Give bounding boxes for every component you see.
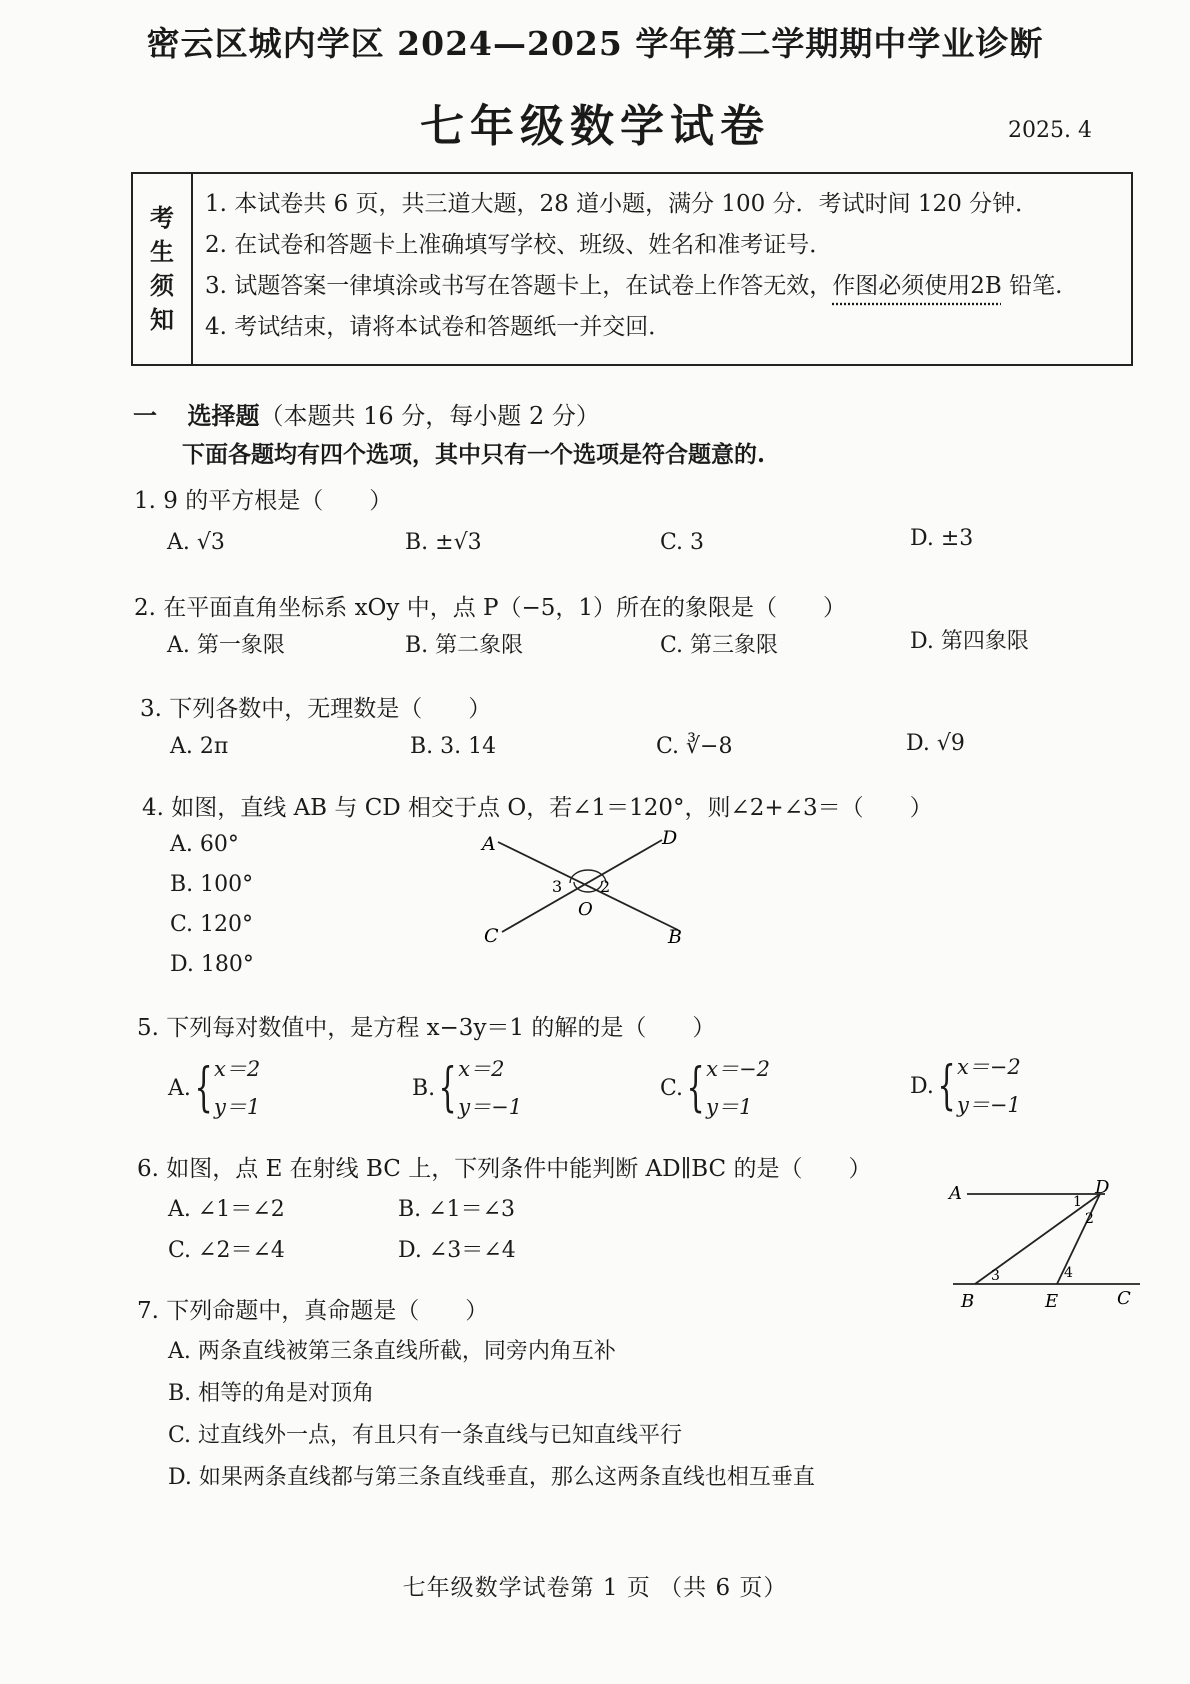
- angle-3-label: 3: [991, 1268, 1000, 1284]
- notice-item: 4. 考试结束，请将本试卷和答题纸一并交回．: [205, 314, 672, 340]
- equation-system: [706, 1050, 770, 1126]
- notice-list: [193, 174, 1062, 364]
- notice-item: 1. 本试卷共 6 页，共三道大题，28 道小题，满分 100 分．考试时间 120 分钟．: [205, 191, 1039, 217]
- notice-item-text: 铅笔.: [1009, 273, 1063, 299]
- option-letter: D.: [910, 1073, 934, 1099]
- question-1-option-a: A. √3: [167, 530, 225, 555]
- question-5-stem: 5. 下列每对数值中，是方程 x−3y＝1 的解的是（ ）: [137, 1015, 716, 1041]
- point-d-label: D: [662, 827, 678, 849]
- brace-icon: {: [194, 1058, 213, 1118]
- notice-label-char: 须: [150, 271, 174, 300]
- point-c-label: C: [484, 925, 499, 947]
- notice-label-char: 考: [150, 203, 174, 232]
- exam-school-line: 密云区城内学区 2024—2025 学年第二学期期中学业诊断: [146, 24, 1044, 63]
- angle-4-label: 4: [1064, 1265, 1073, 1281]
- question-4-option-a: A. 60°: [170, 832, 239, 857]
- equation-system: [957, 1048, 1021, 1124]
- question-3-stem: 3. 下列各数中，无理数是（ ）: [140, 696, 492, 722]
- question-6-option-c: C. ∠2＝∠4: [168, 1238, 285, 1263]
- y-value: y＝1: [213, 1095, 261, 1119]
- notice-emphasis: 作图必须使用2B: [832, 273, 1002, 299]
- y-value: y＝−1: [956, 1093, 1021, 1117]
- section-number: 一: [133, 401, 157, 430]
- point-b-label: B: [668, 926, 682, 948]
- question-4-option-b: B. 100°: [170, 872, 254, 897]
- point-d-label: D: [1095, 1177, 1110, 1198]
- question-2-option-d: D. 第四象限: [910, 629, 1029, 654]
- question-1-option-b: B. ±√3: [405, 530, 482, 555]
- angle-3-label: 3: [552, 877, 563, 896]
- brace-icon: {: [438, 1058, 457, 1118]
- question-3-option-d: D. √9: [906, 731, 965, 756]
- notice-item: [205, 266, 1062, 307]
- candidate-notice-box: [131, 172, 1133, 366]
- question-6-option-a: A. ∠1＝∠2: [168, 1197, 285, 1222]
- question-6-figure: [945, 1176, 1150, 1312]
- question-4-stem: 4. 如图，直线 AB 与 CD 相交于点 O，若∠1＝120°，则∠2+∠3＝（ ）: [142, 795, 933, 821]
- equation-system: [214, 1050, 260, 1126]
- notice-item-text: 3. 试题答案一律填涂或书写在答题卡上，在试卷上作答无效，: [205, 273, 833, 299]
- point-a-label: A: [949, 1183, 962, 1204]
- point-o-label: O: [578, 899, 593, 920]
- question-4-figure: [470, 820, 700, 950]
- notice-item: 2. 在试卷和答题卡上准确填写学校、班级、姓名和准考证号．: [205, 232, 833, 258]
- question-1-option-d: D. ±3: [910, 526, 974, 551]
- question-7-stem: 7. 下列命题中，真命题是（ ）: [137, 1298, 489, 1324]
- exam-date: 2025. 4: [1008, 118, 1092, 143]
- x-value: x＝2: [213, 1057, 261, 1081]
- question-6-stem: 6. 如图，点 E 在射线 BC 上，下列条件中能判断 AD∥BC 的是（ ）: [137, 1156, 872, 1182]
- question-3-option-b: B. 3. 14: [410, 734, 497, 759]
- y-value: y＝1: [706, 1095, 753, 1119]
- section-note: （本题共 16 分，每小题 2 分）: [259, 402, 600, 430]
- question-4-option-c: C. 120°: [170, 912, 254, 937]
- question-7-option-a: A. 两条直线被第三条直线所截，同旁内角互补: [168, 1339, 616, 1364]
- page-title: 七年级数学试卷: [420, 101, 770, 152]
- question-5-option-c: [660, 1050, 770, 1126]
- question-5-option-b: [412, 1050, 522, 1126]
- section-instruction: 下面各题均有四个选项，其中只有一个选项是符合题意的.: [182, 441, 766, 468]
- point-e-label: E: [1045, 1291, 1059, 1312]
- question-3-option-c: C. ∛−8: [656, 734, 733, 759]
- section-heading: [133, 396, 600, 431]
- x-value: x＝−2: [706, 1057, 770, 1081]
- question-7-option-c: C. 过直线外一点，有且只有一条直线与已知直线平行: [168, 1423, 683, 1448]
- y-value: y＝−1: [458, 1095, 523, 1119]
- question-6-option-b: B. ∠1＝∠3: [398, 1197, 516, 1222]
- x-value: x＝2: [458, 1057, 505, 1081]
- question-7-option-d: D. 如果两条直线都与第三条直线垂直，那么这两条直线也相互垂直: [168, 1465, 815, 1490]
- question-3-option-a: A. 2π: [170, 734, 229, 759]
- point-b-label: B: [961, 1291, 975, 1312]
- question-2-option-a: A. 第一象限: [167, 633, 285, 658]
- point-a-label: A: [482, 833, 496, 855]
- option-letter: B.: [412, 1075, 436, 1101]
- question-7-option-b: B. 相等的角是对顶角: [168, 1381, 375, 1406]
- angle-2-label: 2: [1085, 1211, 1094, 1227]
- question-2-stem: 2. 在平面直角坐标系 xOy 中，点 P（−5，1）所在的象限是（ ）: [134, 595, 847, 621]
- question-1-stem: 1. 9 的平方根是（ ）: [134, 488, 393, 514]
- question-5-option-a: [168, 1050, 260, 1126]
- notice-label: [133, 174, 193, 364]
- question-1-option-c: C. 3: [660, 530, 705, 555]
- option-letter: A.: [168, 1075, 191, 1101]
- x-value: x＝−2: [956, 1055, 1021, 1079]
- notice-label-char: 生: [150, 237, 174, 266]
- question-2-option-c: C. 第三象限: [660, 633, 779, 658]
- brace-icon: {: [686, 1058, 705, 1118]
- equation-system: [458, 1050, 522, 1126]
- notice-label-char: 知: [150, 305, 174, 334]
- page-footer: 七年级数学试卷第 1 页 （共 6 页）: [402, 1575, 788, 1601]
- angle-2-label: 2: [600, 877, 611, 896]
- angle-1-label: 1: [1073, 1194, 1082, 1210]
- point-c-label: C: [1117, 1288, 1131, 1309]
- question-2-option-b: B. 第二象限: [405, 633, 524, 658]
- question-4-option-d: D. 180°: [170, 952, 254, 977]
- brace-icon: {: [937, 1056, 956, 1116]
- question-6-option-d: D. ∠3＝∠4: [398, 1238, 516, 1263]
- option-letter: C.: [660, 1075, 684, 1101]
- section-name: 选择题: [187, 401, 260, 430]
- question-5-option-d: [910, 1048, 1021, 1124]
